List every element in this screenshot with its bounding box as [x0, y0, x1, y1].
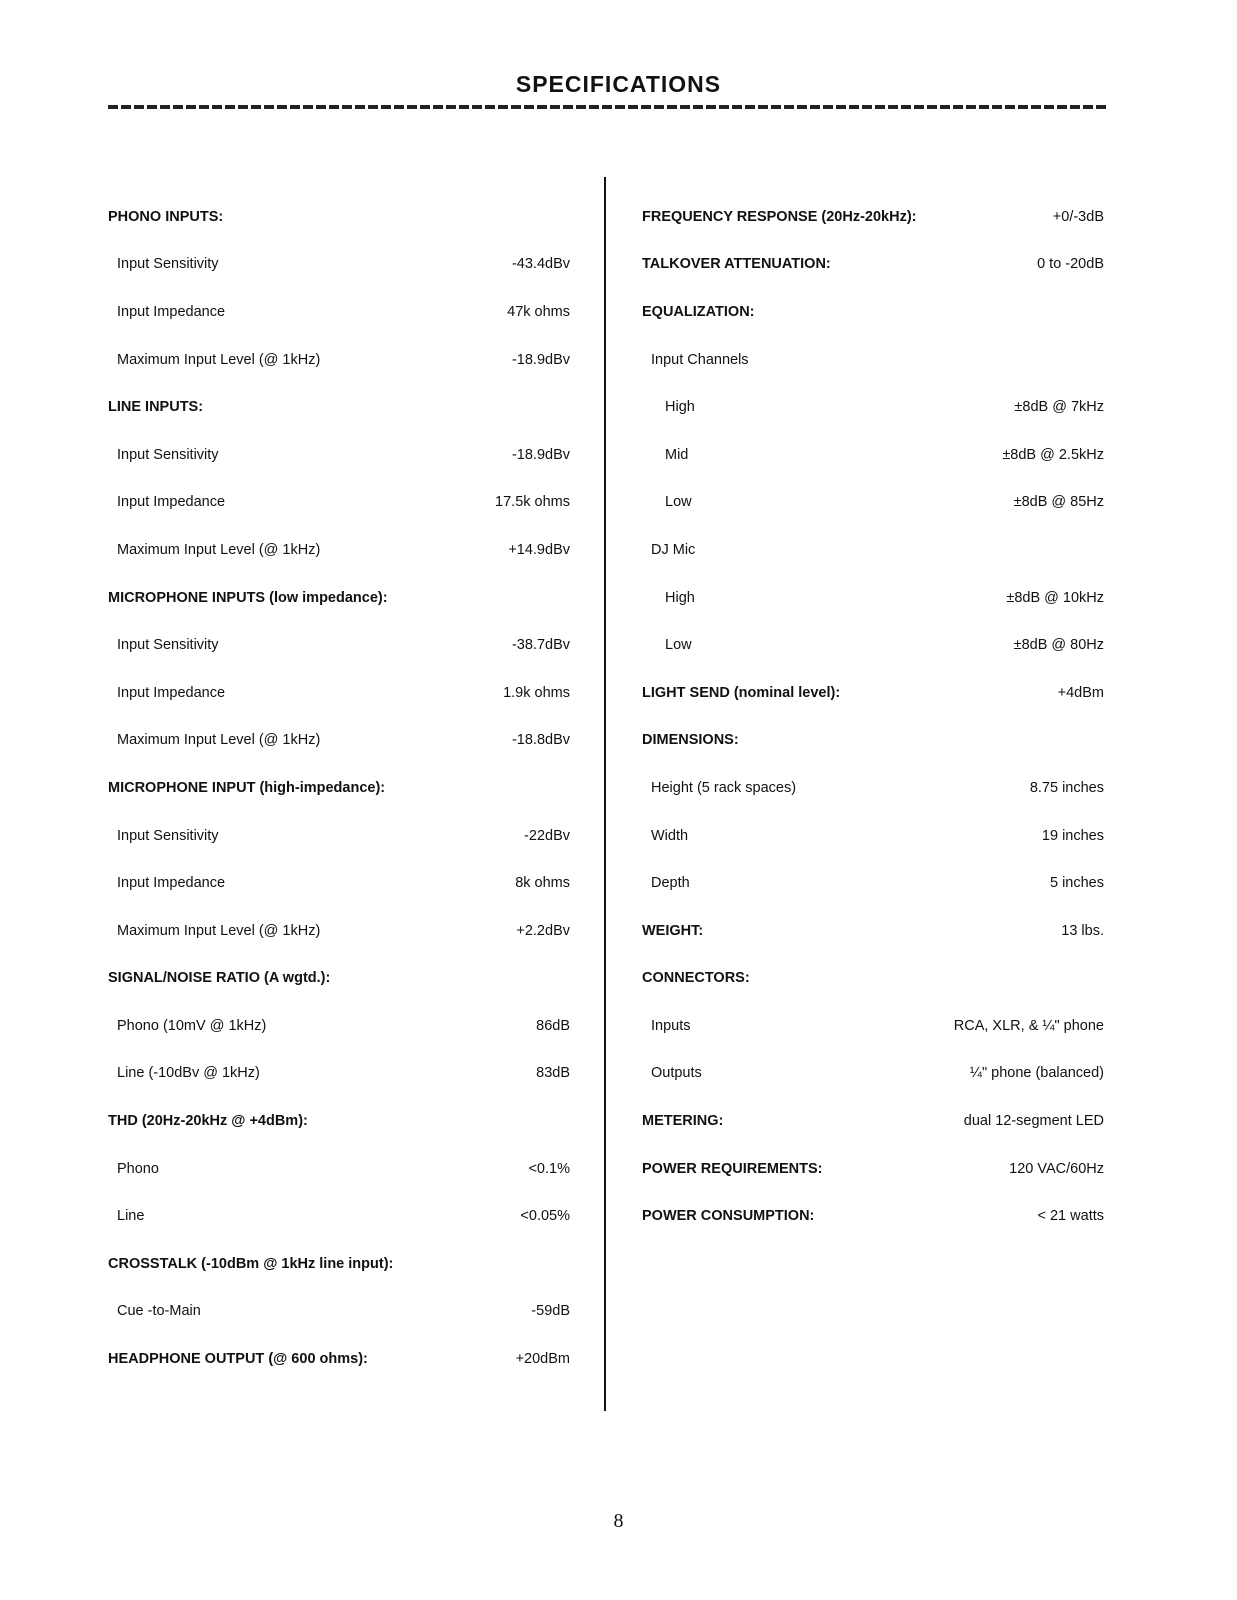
spec-value: 5 inches	[1049, 875, 1104, 892]
spec-value: dual 12-segment LED	[963, 1113, 1104, 1130]
spec-label: Input Sensitivity	[117, 827, 219, 844]
spec-heading-row	[108, 193, 570, 241]
spec-label: Low	[665, 494, 692, 511]
spec-heading-row	[108, 1335, 570, 1383]
spec-row	[108, 907, 570, 955]
spec-value: <0.1%	[528, 1160, 570, 1177]
spec-heading-row	[642, 1145, 1104, 1193]
spec-row	[108, 621, 570, 669]
spec-label: Input Impedance	[117, 494, 226, 511]
spec-heading-row	[108, 955, 570, 1003]
spec-heading-row	[642, 241, 1104, 289]
spec-heading-row	[642, 1192, 1104, 1240]
spec-row	[108, 336, 570, 384]
spec-row	[108, 1192, 570, 1240]
spec-label: FREQUENCY RESPONSE (20Hz-20kHz):	[642, 208, 917, 225]
spec-label: CONNECTORS:	[642, 970, 750, 987]
spec-label: Phono	[117, 1160, 159, 1177]
spec-value: ¼" phone (balanced)	[969, 1065, 1104, 1082]
spec-label: Maximum Input Level (@ 1kHz)	[117, 351, 321, 368]
spec-heading-row	[108, 1097, 570, 1145]
spec-value: -18.9dBv	[511, 351, 570, 368]
page-number: 8	[613, 1510, 624, 1532]
spec-label: Line (-10dBv @ 1kHz)	[117, 1065, 260, 1082]
spec-label: High	[665, 589, 695, 606]
spec-row	[108, 431, 570, 479]
spec-value: -22dBv	[524, 827, 570, 844]
spec-row	[642, 574, 1104, 622]
title-dashed-rule	[108, 105, 1106, 109]
spec-label: Maximum Input Level (@ 1kHz)	[117, 732, 321, 749]
spec-row	[642, 859, 1104, 907]
spec-row	[108, 1050, 570, 1098]
spec-label: WEIGHT:	[642, 922, 704, 939]
spec-value: 47k ohms	[507, 303, 570, 320]
spec-label: Depth	[651, 875, 690, 892]
specs-right-column	[642, 193, 1104, 1240]
spec-row	[108, 1288, 570, 1336]
spec-label: Height (5 rack spaces)	[651, 779, 797, 796]
spec-label: Mid	[665, 446, 689, 463]
spec-value: +2.2dBv	[516, 922, 570, 939]
spec-value: +0/-3dB	[1052, 208, 1104, 225]
spec-label: TALKOVER ATTENUATION:	[642, 256, 831, 273]
spec-label: LIGHT SEND (nominal level):	[642, 684, 841, 701]
spec-value: 19 inches	[1041, 827, 1104, 844]
spec-value: < 21 watts	[1037, 1208, 1104, 1225]
spec-row	[108, 288, 570, 336]
spec-value: ±8dB @ 85Hz	[1013, 494, 1104, 511]
spec-value: RCA, XLR, & ¼" phone	[953, 1017, 1104, 1034]
spec-label: CROSSTALK (-10dBm @ 1kHz line input):	[108, 1255, 394, 1272]
spec-row	[108, 1145, 570, 1193]
spec-row	[108, 1002, 570, 1050]
spec-row	[108, 669, 570, 717]
spec-value: +14.9dBv	[508, 541, 570, 558]
spec-label: Maximum Input Level (@ 1kHz)	[117, 922, 321, 939]
spec-value: -38.7dBv	[511, 637, 570, 654]
spec-value: -59dB	[531, 1303, 570, 1320]
spec-heading-row	[642, 288, 1104, 336]
spec-row	[642, 621, 1104, 669]
spec-value: 86dB	[536, 1017, 570, 1034]
spec-heading-row	[108, 574, 570, 622]
spec-label: Input Impedance	[117, 684, 226, 701]
spec-label: Low	[665, 637, 692, 654]
spec-label: Outputs	[651, 1065, 702, 1082]
spec-row	[642, 1002, 1104, 1050]
spec-label: Line	[117, 1208, 145, 1225]
spec-heading-row	[108, 383, 570, 431]
spec-label: Width	[651, 827, 689, 844]
specs-left-column	[108, 193, 570, 1383]
spec-value: <0.05%	[520, 1208, 570, 1225]
spec-label: POWER REQUIREMENTS:	[642, 1160, 823, 1177]
spec-value: 83dB	[536, 1065, 570, 1082]
spec-value: ±8dB @ 80Hz	[1013, 637, 1104, 654]
spec-label: Input Impedance	[117, 875, 226, 892]
spec-label: High	[665, 399, 695, 416]
spec-value: ±8dB @ 2.5kHz	[1002, 446, 1104, 463]
spec-row	[108, 241, 570, 289]
page-title: SPECIFICATIONS	[515, 71, 722, 97]
spec-row	[108, 479, 570, 527]
spec-heading-row	[108, 764, 570, 812]
spec-row	[642, 812, 1104, 860]
spec-value: 1.9k ohms	[503, 684, 570, 701]
column-divider	[604, 177, 606, 1411]
spec-value: -18.9dBv	[511, 446, 570, 463]
spec-label: Phono (10mV @ 1kHz)	[117, 1017, 267, 1034]
spec-label: Input Sensitivity	[117, 637, 219, 654]
spec-label: MICROPHONE INPUT (high-impedance):	[108, 779, 386, 796]
spec-heading-row	[642, 193, 1104, 241]
spec-label: EQUALIZATION:	[642, 303, 755, 320]
spec-label: Input Sensitivity	[117, 256, 219, 273]
spec-label: Cue -to-Main	[117, 1303, 201, 1320]
spec-label: POWER CONSUMPTION:	[642, 1208, 815, 1225]
spec-label: MICROPHONE INPUTS (low impedance):	[108, 589, 388, 606]
spec-row	[108, 812, 570, 860]
spec-label: Input Channels	[651, 351, 749, 368]
spec-row	[642, 336, 1104, 384]
spec-heading-row	[642, 1097, 1104, 1145]
spec-row	[642, 764, 1104, 812]
spec-heading-row	[642, 907, 1104, 955]
spec-heading-row	[642, 955, 1104, 1003]
spec-heading-row	[108, 1240, 570, 1288]
spec-label: THD (20Hz-20kHz @ +4dBm):	[108, 1113, 308, 1130]
spec-value: ±8dB @ 7kHz	[1014, 399, 1104, 416]
spec-value: -18.8dBv	[511, 732, 570, 749]
spec-row	[108, 859, 570, 907]
spec-value: 17.5k ohms	[495, 494, 570, 511]
spec-label: Input Impedance	[117, 303, 226, 320]
spec-value: 8.75 inches	[1029, 779, 1104, 796]
spec-row	[642, 526, 1104, 574]
spec-label: HEADPHONE OUTPUT (@ 600 ohms):	[108, 1351, 368, 1368]
spec-heading-row	[642, 717, 1104, 765]
spec-value: -43.4dBv	[511, 256, 570, 273]
spec-value: 8k ohms	[515, 875, 570, 892]
spec-label: SIGNAL/NOISE RATIO (A wgtd.):	[108, 970, 331, 987]
spec-label: Inputs	[651, 1017, 691, 1034]
spec-value: +4dBm	[1057, 684, 1104, 701]
spec-value: 120 VAC/60Hz	[1009, 1160, 1104, 1177]
spec-value: ±8dB @ 10kHz	[1006, 589, 1104, 606]
spec-label: DJ Mic	[651, 541, 696, 558]
spec-row	[642, 1050, 1104, 1098]
spec-row	[642, 383, 1104, 431]
spec-row	[108, 717, 570, 765]
spec-label: Maximum Input Level (@ 1kHz)	[117, 541, 321, 558]
spec-label: METERING:	[642, 1113, 724, 1130]
spec-label: Input Sensitivity	[117, 446, 219, 463]
spec-value: 13 lbs.	[1061, 922, 1104, 939]
spec-label: PHONO INPUTS:	[108, 208, 224, 225]
spec-value: +20dBm	[515, 1351, 570, 1368]
spec-label: LINE INPUTS:	[108, 399, 204, 416]
spec-row	[642, 479, 1104, 527]
spec-heading-row	[642, 669, 1104, 717]
spec-label: DIMENSIONS:	[642, 732, 739, 749]
spec-value: 0 to -20dB	[1037, 256, 1104, 273]
spec-row	[108, 526, 570, 574]
spec-row	[642, 431, 1104, 479]
